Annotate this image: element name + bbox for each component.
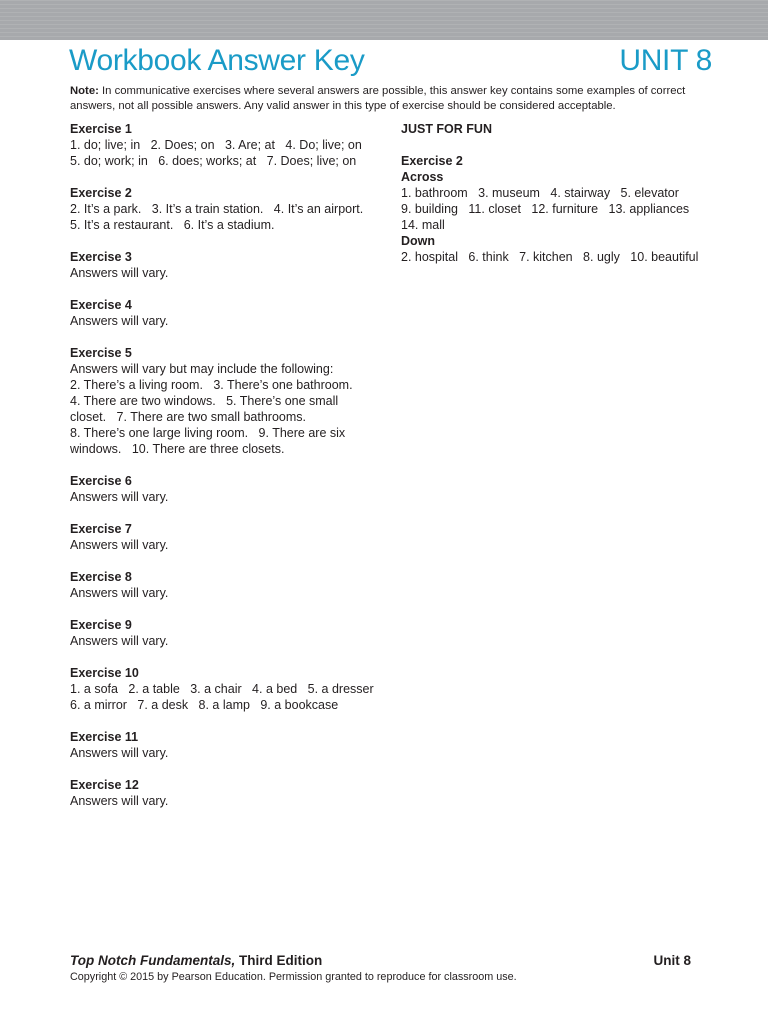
answer-line: 4. There are two windows. 5. There’s one small <box>70 394 339 408</box>
exercise-title: Exercise 1 <box>70 122 132 136</box>
across-label: Across <box>401 170 444 184</box>
answer-line: 1. a sofa 2. a table 3. a chair 4. a bed 5. a dresser <box>70 682 374 696</box>
exercise-title: Exercise 4 <box>70 298 132 312</box>
exercise-title: Exercise 2 <box>70 186 132 200</box>
exercise-block <box>70 617 390 649</box>
exercise-title: Exercise 9 <box>70 618 132 632</box>
answer-line: 1. do; live; in 2. Does; on 3. Are; at 4. Do; live; on <box>70 138 362 152</box>
down-answers <box>401 249 731 265</box>
answer-line: Answers will vary. <box>70 314 169 328</box>
exercise-title: Exercise 6 <box>70 474 132 488</box>
exercise-block <box>70 121 390 169</box>
footer-edition: Third Edition <box>235 953 323 968</box>
note-paragraph <box>70 84 690 113</box>
answer-line: Answers will vary. <box>70 586 169 600</box>
answer-line: 9. building 11. closet 12. furniture 13. appliances <box>401 202 690 216</box>
answer-line: 2. There’s a living room. 3. There’s one bathroom. <box>70 378 353 392</box>
answer-line: Answers will vary but may include the following: <box>70 362 334 376</box>
exercise-block <box>70 569 390 601</box>
exercise-block <box>70 297 390 329</box>
just-for-fun-heading: JUST FOR FUN <box>401 122 492 136</box>
answer-line: 2. It’s a park. 3. It’s a train station. 4. It’s an airport. <box>70 202 364 216</box>
answer-line: 14. mall <box>401 218 445 232</box>
answer-line: closet. 7. There are two small bathrooms. <box>70 410 306 424</box>
note-label: Note: <box>70 85 99 97</box>
answer-line: Answers will vary. <box>70 490 169 504</box>
page-title: Workbook Answer Key <box>69 44 365 77</box>
answer-line: 2. hospital 6. think 7. kitchen 8. ugly 10. beautiful <box>401 250 699 264</box>
answer-line: 5. It’s a restaurant. 6. It’s a stadium. <box>70 218 275 232</box>
answer-line: 5. do; work; in 6. does; works; at 7. Does; live; on <box>70 154 357 168</box>
note-text: In communicative exercises where several answers are possible, this answer key contains some examples of correct answers, not all possible answers. Any valid answer in this type of exercise should be considered acceptable. <box>70 85 686 112</box>
exercise-block <box>70 185 390 233</box>
answer-line: Answers will vary. <box>70 746 169 760</box>
unit-label: UNIT 8 <box>619 44 712 77</box>
exercise-title: Exercise 11 <box>70 730 139 744</box>
exercise-block <box>70 473 390 505</box>
answer-line: Answers will vary. <box>70 634 169 648</box>
answer-line: Answers will vary. <box>70 266 169 280</box>
footer-unit: Unit 8 <box>653 953 691 968</box>
exercise-title: Exercise 5 <box>70 346 132 360</box>
down-label: Down <box>401 234 436 248</box>
across-answers <box>401 185 731 233</box>
footer-book-title <box>70 953 322 968</box>
footer-book-name: Top Notch Fundamentals, <box>70 953 236 968</box>
exercise-block <box>70 729 390 761</box>
header-bar <box>0 0 768 40</box>
answer-line: 1. bathroom 3. museum 4. stairway 5. elevator <box>401 186 679 200</box>
answer-line: windows. 10. There are three closets. <box>70 442 285 456</box>
exercise-block <box>70 665 390 713</box>
exercise-title: Exercise 3 <box>70 250 132 264</box>
answer-line: 6. a mirror 7. a desk 8. a lamp 9. a bookcase <box>70 698 339 712</box>
exercise-block <box>70 345 390 457</box>
exercise-block <box>70 521 390 553</box>
answer-line: Answers will vary. <box>70 794 169 808</box>
right-column <box>401 121 731 265</box>
exercise-block <box>70 249 390 281</box>
exercise-title: Exercise 8 <box>70 570 132 584</box>
answer-line: 8. There’s one large living room. 9. There are six <box>70 426 346 440</box>
answer-line: Answers will vary. <box>70 538 169 552</box>
exercise-block <box>70 777 390 809</box>
exercise-title: Exercise 7 <box>70 522 132 536</box>
exercise-title: Exercise 10 <box>70 666 139 680</box>
exercise-title: Exercise 2 <box>401 154 463 168</box>
copyright-text: Copyright © 2015 by Pearson Education. Permission granted to reproduce for classroom use. <box>70 971 517 983</box>
exercise-title: Exercise 12 <box>70 778 139 792</box>
left-column <box>70 121 390 825</box>
